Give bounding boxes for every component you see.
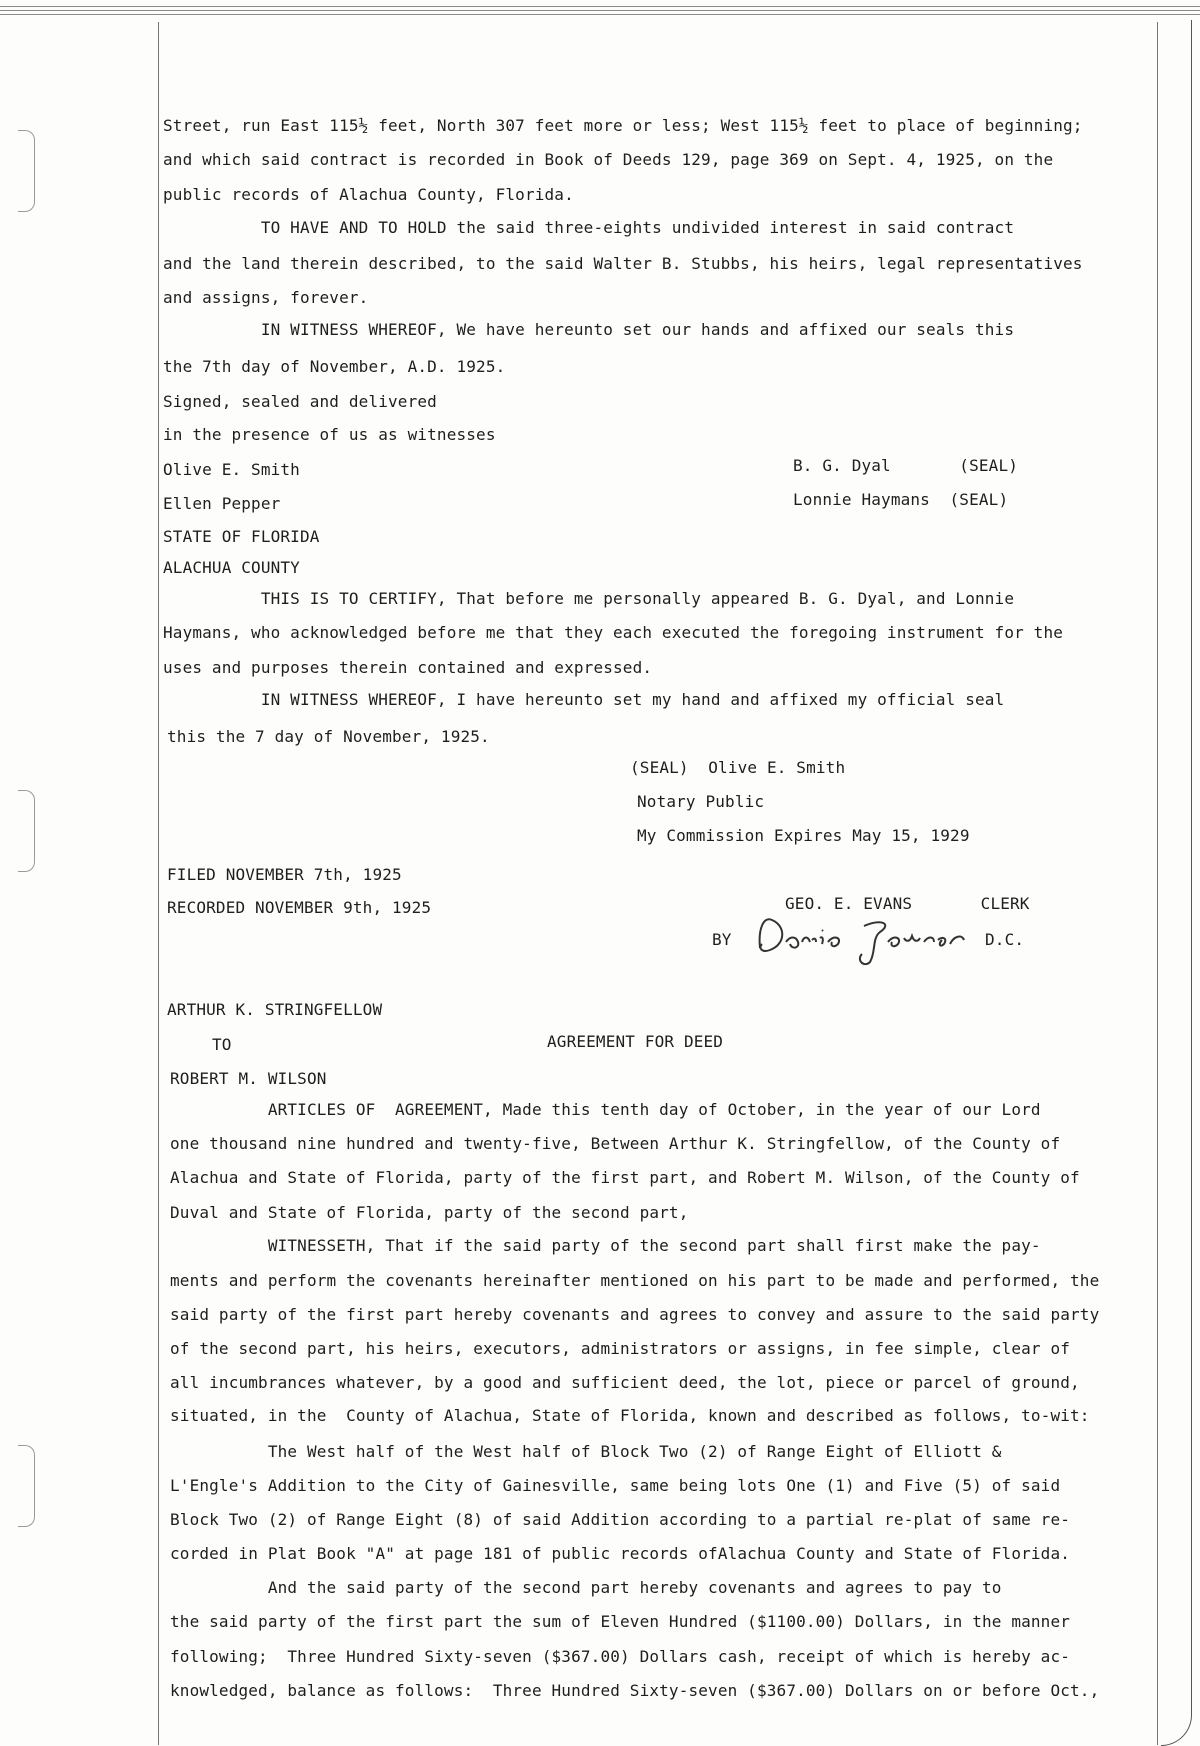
agreement-line: Duval and State of Florida, party of the second part, bbox=[170, 1203, 689, 1222]
agreement-line: all incumbrances whatever, by a good and sufficient deed, the lot, piece or parcel of ground, bbox=[170, 1373, 1080, 1392]
grantor-signature: B. G. Dyal (SEAL) bbox=[793, 456, 1019, 475]
agreement-to-label: TO bbox=[212, 1035, 232, 1054]
witness-name: Ellen Pepper bbox=[163, 494, 281, 513]
deputy-clerk-signature bbox=[752, 908, 992, 968]
by-label: BY bbox=[712, 930, 732, 949]
agreement-line: And the said party of the second part hereby covenants and agrees to pay to bbox=[170, 1578, 1002, 1597]
agreement-line: following; Three Hundred Sixty-seven ($367.00) Dollars cash, receipt of which is hereby ac- bbox=[170, 1647, 1071, 1666]
deed-line: TO HAVE AND TO HOLD the said three-eights undivided interest in said contract bbox=[163, 218, 1015, 237]
page-edge bbox=[1161, 20, 1192, 1746]
binder-hole bbox=[18, 790, 35, 872]
binder-hole bbox=[18, 130, 35, 212]
recorded-line: RECORDED NOVEMBER 9th, 1925 bbox=[167, 898, 432, 917]
notary-line: My Commission Expires May 15, 1929 bbox=[637, 826, 970, 845]
agreement-line: Alachua and State of Florida, party of the first part, and Robert M. Wilson, of the County of bbox=[170, 1168, 1080, 1187]
deed-line: THIS IS TO CERTIFY, That before me personally appeared B. G. Dyal, and Lonnie bbox=[163, 589, 1015, 608]
deed-line: and which said contract is recorded in Book of Deeds 129, page 369 on Sept. 4, 1925, on the bbox=[163, 150, 1054, 169]
deed-line: and the land therein described, to the said Walter B. Stubbs, his heirs, legal representatives bbox=[163, 254, 1083, 273]
notary-line: (SEAL) Olive E. Smith bbox=[630, 758, 846, 777]
right-margin-line bbox=[1157, 22, 1158, 1745]
agreement-line: ARTICLES OF AGREEMENT, Made this tenth day of October, in the year of our Lord bbox=[170, 1100, 1041, 1119]
binder-hole bbox=[18, 1445, 35, 1527]
agreement-party-to: ROBERT M. WILSON bbox=[170, 1069, 327, 1088]
deed-line: the 7th day of November, A.D. 1925. bbox=[163, 357, 506, 376]
deed-line: IN WITNESS WHEREOF, I have hereunto set my hand and affixed my official seal bbox=[163, 690, 1005, 709]
deed-line: Street, run East 115½ feet, North 307 feet more or less; West 115½ feet to place of beginning; bbox=[163, 116, 1083, 135]
agreement-line: the said party of the first part the sum of Eleven Hundred ($1100.00) Dollars, in the manner bbox=[170, 1612, 1071, 1631]
agreement-line: of the second part, his heirs, executors, administrators or assigns, in fee simple, clear of bbox=[170, 1339, 1071, 1358]
deed-line: public records of Alachua County, Florida. bbox=[163, 185, 574, 204]
notary-line: Notary Public bbox=[637, 792, 765, 811]
deed-line: STATE OF FLORIDA bbox=[163, 527, 320, 546]
dc-label: D.C. bbox=[985, 930, 1025, 949]
agreement-line: L'Engle's Addition to the City of Gainesville, same being lots One (1) and Five (5) of said bbox=[170, 1476, 1061, 1495]
deed-line: in the presence of us as witnesses bbox=[163, 425, 496, 444]
agreement-line: corded in Plat Book "A" at page 181 of public records ofAlachua County and State of Florida. bbox=[170, 1544, 1071, 1563]
deed-line: IN WITNESS WHEREOF, We have hereunto set our hands and affixed our seals this bbox=[163, 320, 1015, 339]
agreement-line: ments and perform the covenants hereinafter mentioned on his part to be made and performed, the bbox=[170, 1271, 1100, 1290]
agreement-line: said party of the first part hereby covenants and agrees to convey and assure to the said party bbox=[170, 1305, 1100, 1324]
agreement-line: situated, in the County of Alachua, State of Florida, known and described as follows, to-wit: bbox=[170, 1406, 1090, 1425]
clerk-line: GEO. E. EVANS CLERK bbox=[785, 894, 1030, 913]
left-margin-line bbox=[158, 22, 159, 1745]
agreement-line: Block Two (2) of Range Eight (8) of said Addition according to a partial re-plat of same re- bbox=[170, 1510, 1071, 1529]
agreement-title: AGREEMENT FOR DEED bbox=[547, 1032, 724, 1051]
grantor-signature: Lonnie Haymans (SEAL) bbox=[793, 490, 1009, 509]
agreement-party-from: ARTHUR K. STRINGFELLOW bbox=[167, 1000, 383, 1019]
witness-name: Olive E. Smith bbox=[163, 460, 300, 479]
top-rule bbox=[0, 6, 1200, 7]
agreement-line: knowledged, balance as follows: Three Hundred Sixty-seven ($367.00) Dollars on or before Oct., bbox=[170, 1681, 1100, 1700]
deed-line: and assigns, forever. bbox=[163, 288, 369, 307]
agreement-line: The West half of the West half of Block Two (2) of Range Eight of Elliott & bbox=[170, 1442, 1002, 1461]
top-rule bbox=[0, 14, 1200, 15]
deed-line: uses and purposes therein contained and expressed. bbox=[163, 658, 653, 677]
deed-line: Haymans, who acknowledged before me that they each executed the foregoing instrument for the bbox=[163, 623, 1064, 642]
filed-line: FILED NOVEMBER 7th, 1925 bbox=[167, 865, 402, 884]
agreement-line: one thousand nine hundred and twenty-five, Between Arthur K. Stringfellow, of the County of bbox=[170, 1134, 1061, 1153]
agreement-line: WITNESSETH, That if the said party of the second part shall first make the pay- bbox=[170, 1236, 1041, 1255]
deed-line: Signed, sealed and delivered bbox=[163, 392, 437, 411]
deed-line: ALACHUA COUNTY bbox=[163, 558, 300, 577]
deed-line: this the 7 day of November, 1925. bbox=[167, 727, 490, 746]
top-rule bbox=[0, 10, 1200, 11]
